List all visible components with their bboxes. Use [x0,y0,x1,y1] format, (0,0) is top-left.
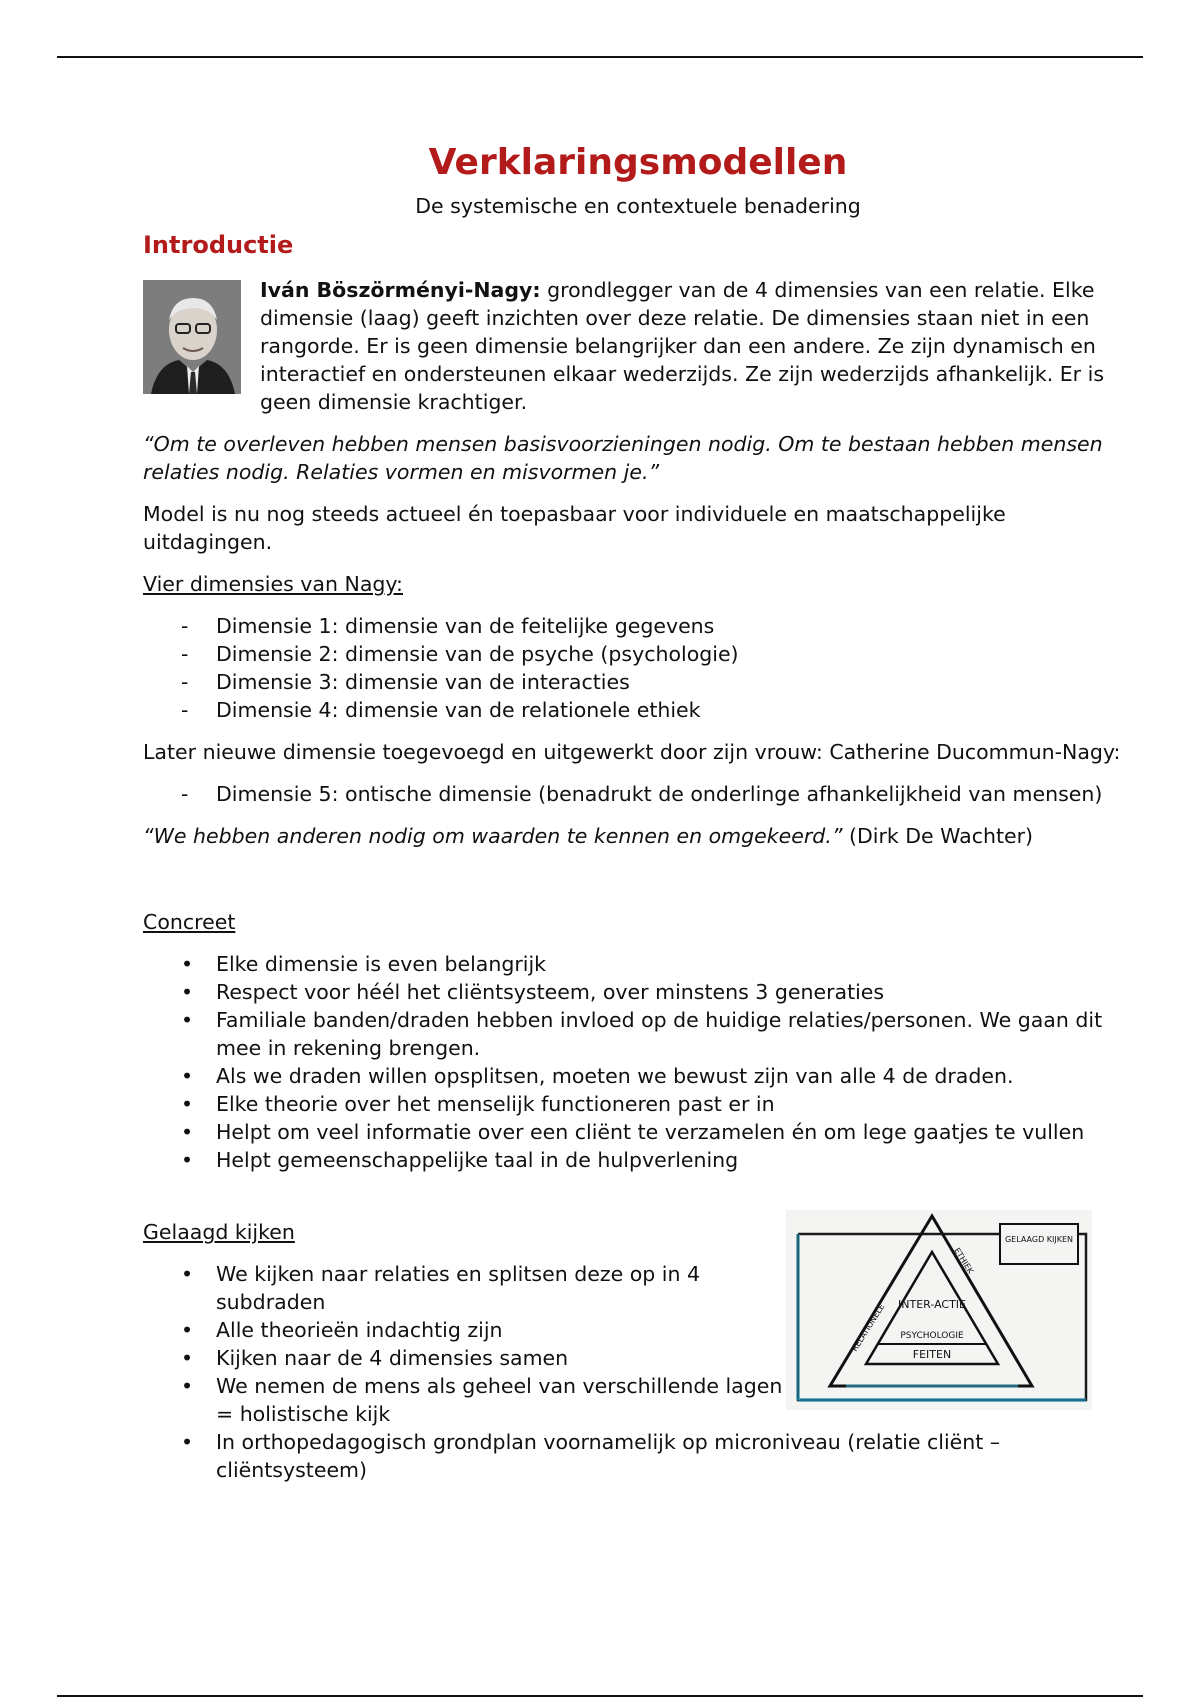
list-item: - Dimensie 5: ontische dimensie (benadrukt de onderlinge afhankelijkheid van mensen) [181,782,1103,806]
model-paragraph: Model is nu nog steeds actueel én toepasbaar voor individuele en maatschappelijke uitdagingen. [143,502,1006,554]
page-title: Verklaringsmodellen [428,142,848,183]
gelaagd-list [143,1260,1133,1484]
list-item: • Alle theorieën indachtig zijn [181,1318,503,1342]
intro-heading: Introductie [143,231,294,259]
sketch-layer-psychologie: PSYCHOLOGIE [900,1331,964,1341]
document-page [143,140,1133,1484]
top-rule [57,56,1143,58]
list-item: - Dimensie 3: dimensie van de interacties [181,670,630,694]
list-item: • Kijken naar de 4 dimensies samen [181,1346,569,1370]
later-paragraph: Later nieuwe dimensie toegevoegd en uitgewerkt door zijn vrouw: Catherine Ducommun-Nagy: [143,740,1121,764]
list-item: • Respect voor héél het cliëntsysteem, over minstens 3 generaties [181,980,885,1004]
list-item: • In orthopedagogisch grondplan voornamelijk op microniveau (relatie cliënt – cliëntsysteem) [181,1430,1001,1482]
page-subtitle: De systemische en contextuele benadering [415,194,861,218]
list-item: • Als we draden willen opsplitsen, moeten we bewust zijn van alle 4 de draden. [181,1064,1014,1088]
list-item: • Familiale banden/draden hebben invloed op de huidige relaties/personen. We gaan dit mee in rekening brengen. [181,1008,1103,1060]
dimensions-list [143,612,1133,724]
concreet-heading: Concreet [143,910,236,934]
portrait-photo [143,280,241,394]
dewachter-quote: “We hebben anderen nodig om waarden te kennen en omgekeerd.” (Dirk De Wachter) [143,824,1034,848]
list-item: • Helpt om veel informatie over een cliënt te verzamelen én om lege gaatjes te vullen [181,1120,1085,1144]
list-item: - Dimensie 1: dimensie van de feitelijke gegevens [181,614,715,638]
dimension5-list [143,780,1133,808]
concreet-list [143,950,1133,1174]
author-name: Iván Böszörményi-Nagy: [260,278,541,302]
sketch-side-relationele: RELATIONELE [850,1302,887,1354]
intro-block [143,276,1133,416]
nagy-quote: “Om te overleven hebben mensen basisvoorzieningen nodig. Om te bestaan hebben mensen relaties nodig. Relaties vormen en misvormen je.” [143,432,1103,484]
intro-paragraph [260,276,1133,416]
list-item: • Elke dimensie is even belangrijk [181,952,547,976]
dimensions-heading: Vier dimensies van Nagy: [143,572,403,596]
gelaagd-heading: Gelaagd kijken [143,1220,295,1244]
sketch-layer-interactie: INTER-ACTIE [898,1298,966,1311]
list-item: - Dimensie 2: dimensie van de psyche (psychologie) [181,642,739,666]
sketch-layer-feiten: FEITEN [912,1348,952,1361]
sketch-side-ethiek: ETHIEK [952,1246,976,1276]
intro-text: grondlegger van de 4 dimensies van een relatie. Elke dimensie (laag) geeft inzichten over deze relatie. De dimensies staan niet in een rangorde. Er is geen dimensie belangrijker dan een andere. Ze zijn dynamisch en interactief en ondersteunen elkaar wederzijds. Ze zijn wederzijds afhankelijk. Er is geen dimensie krachtiger. [260,278,1104,414]
gelaagd-section [143,1218,1133,1484]
bottom-rule [57,1695,1143,1697]
list-item: • We kijken naar relaties en splitsen deze op in 4 subdraden [181,1262,701,1314]
list-item: • Elke theorie over het menselijk functioneren past er in [181,1092,775,1116]
list-item: • Helpt gemeenschappelijke taal in de hulpverlening [181,1148,739,1172]
list-item: - Dimensie 4: dimensie van de relationele ethiek [181,698,701,722]
sketch-label: GELAAGD KIJKEN [1004,1235,1074,1244]
list-item: • We nemen de mens als geheel van verschillende lagen = holistische kijk [181,1374,783,1426]
